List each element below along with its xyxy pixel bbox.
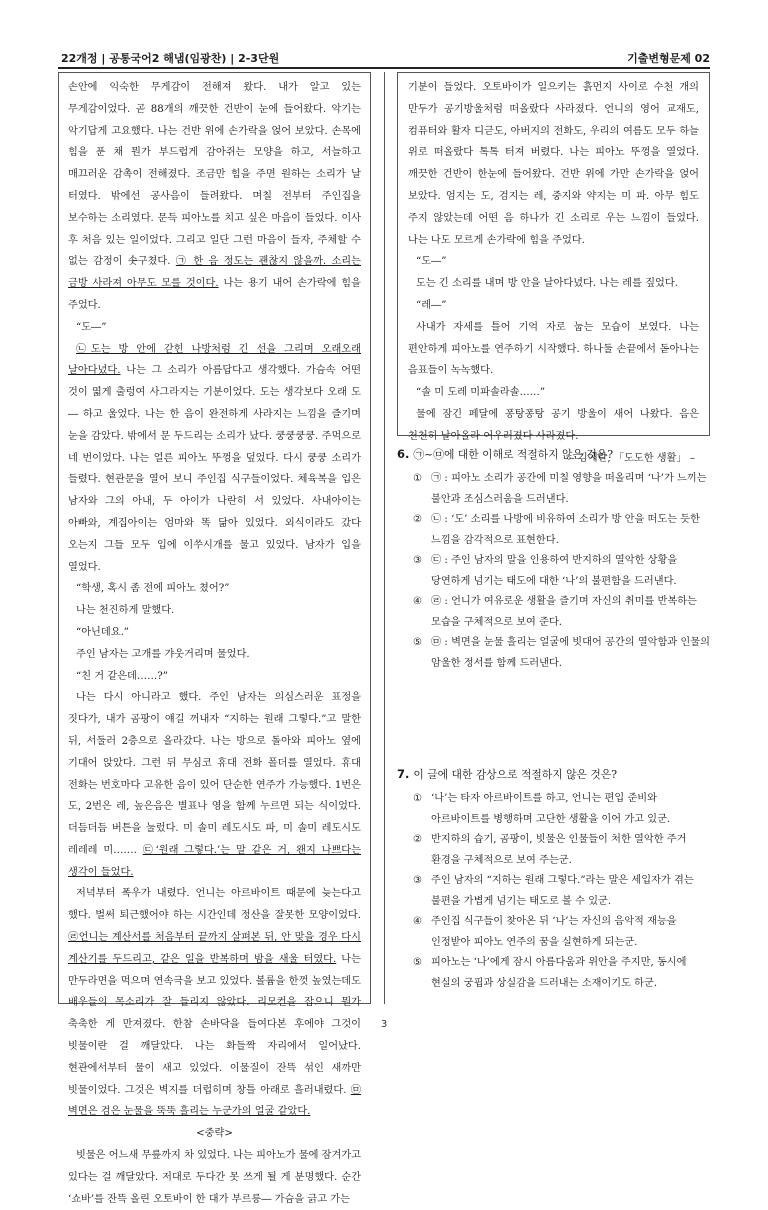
passage-paragraph: 물에 잠긴 페달에 퐁탕퐁탕 공기 방울이 새어 나왔다. 음은 천천히 날아올라 어우러졌다 사라졌다. bbox=[408, 408, 699, 442]
passage-paragraph: 손안에 익숙한 무게감이 전해져 왔다. 내가 알고 있는 무게감이었다. 곧 88개의 깨끗한 건반이 눈에 들어왔다. 악기는 악기답게 고요했다. 나는 건반 위에 손가락을 얹어 보았다. 손목에 힘을 푼 채 뭔가 부드럽게 감아쥐는 모양을 하고, 서늘하고 매끄러운 감촉이 전해졌다. 조금만 힘을 주면 원하는 소리가 날 터였다. 밖에선 공사음이 들려왔다. 며칠 전부터 주인집을 보수하는 소리였다. 문득 피아노를 치고 싶은 마음이 들었다. 이사 후 처음 있는 일이었다. 그리고 일단 그런 마음이 들자, 주체할 수 없는 감정이 솟구쳤다. ㉠ 한 음 정도는 괜찮지 않을까. 소리는 금방 사라져 아무도 모를 것이다. 나는 용기 내어 손가락에 힘을 주었다. bbox=[68, 82, 361, 311]
question-6 bbox=[397, 444, 710, 674]
omission-marker: <중략> bbox=[196, 1128, 233, 1140]
page-number: 3 bbox=[380, 1019, 388, 1030]
question-7 bbox=[397, 764, 710, 994]
underlined-phrase-a: ㉠ 한 음 정도는 괜찮지 않을까. 소리는 금방 사라져 아무도 모를 것이다. bbox=[68, 256, 361, 290]
answer-choice[interactable]: ③ 주인 남자의 “지하는 원래 그렇다.”라는 말은 세입자가 겪는 불편을 가볍게 넘기는 태도로 볼 수 있군. bbox=[413, 875, 694, 907]
question-stem: 7. 이 글에 대한 감상으로 적절하지 않은 것은? bbox=[397, 767, 618, 781]
underlined-phrase-e: ㉤벽면은 검은 눈물을 뚝뚝 흘리는 누군가의 얼굴 같았다. bbox=[68, 1084, 361, 1118]
dialogue-line: “친 거 같은데……?” bbox=[76, 670, 168, 682]
dialogue-line: “도―” bbox=[76, 321, 107, 333]
header-exam-title: 기출변형문제 02 bbox=[627, 52, 710, 65]
passage-paragraph: 사내가 자세를 틀어 기억 자로 눕는 모습이 보였다. 나는 편안하게 피아노를 연주하기 시작했다. 하나둘 손끝에서 돋아나는 음표들이 녹녹했다. bbox=[408, 321, 699, 377]
passage-paragraph: 저녁부터 폭우가 내렸다. 언니는 아르바이트 때문에 늦는다고 했다. 벌써 퇴근했어야 하는 시간인데 정산을 잘못한 모양이었다. ㉣언니는 계산서를 처음부터 끝까지 살펴본 뒤, 안 맞을 경우 다시 계산기를 두드리고, 같은 일을 반복하며 밤을 새울 터였다. 나는 만두라면을 먹으며 연속극을 보고 있었다. 볼륨을 한껏 높였는데도 배우들의 목소리가 잘 들리지 않았다. 리모컨을 잡으니 뭔가 축축한 게 만져졌다. 한참 손바닥을 들여다본 후에야 그것이 빗물이란 걸 깨달았다. 나는 화들짝 자리에서 일어났다. 현관에서부터 물이 새고 있었다. 이물질이 잔뜩 섞인 새까만 빗물이었다. 그것은 벽지를 더럽히며 창틀 아래로 흘러내렸다. ㉤벽면은 검은 눈물을 뚝뚝 흘리는 누군가의 얼굴 같았다. bbox=[68, 888, 361, 1118]
dialogue-line: “학생, 혹시 좀 전에 피아노 쳤어?” bbox=[76, 583, 230, 595]
answer-choice[interactable]: ② 반지하의 습기, 곰팡이, 빗물은 인물들이 처한 열악한 주거 환경을 구체적으로 보여 주는군. bbox=[413, 834, 687, 866]
answer-choice[interactable]: ⑤ 피아노는 ‘나’에게 잠시 아름다움과 위안을 주지만, 동시에 현실의 궁핍과 상실감을 드러내는 소재이기도 하군. bbox=[413, 957, 687, 989]
passage-box-left bbox=[58, 72, 371, 1205]
underlined-phrase-d: ㉣언니는 계산서를 처음부터 끝까지 살펴본 뒤, 안 맞을 경우 다시 계산기를 두드리고, 같은 일을 반복하며 밤을 새울 터였다. bbox=[68, 932, 361, 965]
dialogue-line: 나는 천진하게 말했다. bbox=[76, 605, 175, 617]
dialogue-line: “솔 미 도레 미파솔라솔……” bbox=[416, 387, 546, 399]
source-citation: – 김애란, 「도도한 생활」 – bbox=[569, 452, 695, 464]
answer-choice[interactable]: ③ ㉢ : 주인 남자의 말을 인용하여 반지하의 열악한 상황을 당연하게 넘기는 태도에 대한 ‘나’의 불편함을 드러낸다. bbox=[413, 555, 678, 587]
passage-paragraph: 빗물은 어느새 무릎까지 차 있었다. 나는 피아노가 물에 잠겨가고 있다는 걸 깨달았다. 저대로 두다간 못 쓰게 될 게 분명했다. 순간 ‘쇼바’를 잔뜩 올린 오토바이 한 대가 부르릉― 가슴을 긁고 가는 bbox=[68, 1150, 362, 1205]
passage-paragraph: ㉡도는 방 안에 갇힌 나방처럼 긴 선을 그리며 오래오래 날아다녔다. 나는 그 소리가 아름답다고 생각했다. 가슴속 어떤 것이 엷게 출렁여 사그라지는 기분이었다. 도는 생각보다 오래 도― 하고 울었다. 나는 한 음이 완전하게 사라지는 느낌을 즐기며 눈을 감았다. 밖에서 문 두드리는 소리가 났다. 쿵쿵쿵쿵. 주먹으로 네 번이었다. 나는 얼른 피아노 뚜껑을 덮었다. 다시 쿵쿵 소리가 들렸다. 현관문을 열어 보니 주인집 식구들이었다. 체육복을 입은 남자와 그의 아내, 두 아이가 나란히 서 있었다. 사내아이는 아빠와, 계집아이는 엄마와 똑 닮아 있었다. 외식이라도 갔다 오는지 그들 모두 입에 이쑤시개를 물고 있었다. 남자가 입을 열었다. bbox=[68, 343, 361, 573]
answer-choice[interactable]: ④ ㉣ : 언니가 여유로운 생활을 즐기며 자신의 취미를 반복하는 모습을 구체적으로 보여 준다. bbox=[413, 596, 697, 628]
passage-paragraph: 도는 긴 소리를 내며 방 안을 날아다녔다. 나는 레를 짚었다. bbox=[416, 278, 678, 290]
answer-choice[interactable]: ② ㉡ : ‘도’ 소리를 나방에 비유하여 소리가 방 안을 떠도는 듯한 느낌을 감각적으로 표현한다. bbox=[413, 514, 700, 546]
answer-choice[interactable]: ① ㉠ : 피아노 소리가 공간에 미칠 영향을 떠올리며 ‘나’가 느끼는 불안과 조심스러움을 드러낸다. bbox=[413, 473, 707, 505]
passage-paragraph: 나는 다시 아니라고 했다. 주인 남자는 의심스러운 표정을 짓다가, 내가 곰팡이 얘길 꺼내자 “지하는 원래 그렇다.”고 말한 뒤, 서둘러 2층으로 올라갔다. 나는 방으로 돌아와 피아노 옆에 기대어 앉았다. 그런 뒤 무심코 휴대 전화 폴더를 열었다. 휴대 전화는 번호마다 고유한 음이 있어 단순한 연주가 가능했다. 1번은 도, 2번은 레, 높은음은 별표나 영을 함께 누르면 되는 식이었다. 더듬더듬 버튼을 눌렀다. 미 솔미 레도시도 파, 미 솔미 레도시도 레레레 미……. ㉢‘원래 그렇다.’는 말 같은 거, 왠지 나쁘다는 생각이 들었다. bbox=[68, 692, 361, 878]
answer-choice[interactable]: ④ 주인집 식구들이 찾아온 뒤 ‘나’는 자신의 음악적 재능을 인정받아 피아노 연주의 꿈을 실현하게 되는군. bbox=[413, 916, 677, 948]
header-rule bbox=[58, 67, 710, 69]
header-course-info: 22개정 | 공통국어2 해냄(임광찬) | 2-3단원 bbox=[61, 52, 280, 65]
column-divider bbox=[384, 72, 385, 1004]
dialogue-line: “도―” bbox=[416, 256, 447, 268]
passage-paragraph: 기분이 들었다. 오토바이가 일으키는 흙먼지 사이로 수천 개의 만두가 공기방울처럼 떠올랐다 사라졌다. 언니의 영어 교재도, 컴퓨터와 활자 디귿도, 아버지의 전화도, 우리의 여름도 모두 하늘 위로 떠올랐다 톡톡 터져 버렸다. 나는 피아노 뚜껑을 열었다. 깨끗한 건반이 한눈에 들어왔다. 건반 위에 가만 손가락을 얹어 보았다. 엄지는 도, 검지는 레, 중지와 약지는 미 파. 아무 힘도 주지 않았는데 어떤 음 하나가 긴 소리로 우는 느낌이 들었다. 나는 나도 모르게 손가락에 힘을 주었다. bbox=[408, 82, 699, 246]
dialogue-line: 주인 남자는 고개를 갸웃거리며 물었다. bbox=[76, 648, 250, 660]
answer-choice[interactable]: ⑤ ㉤ : 벽면을 눈물 흘리는 얼굴에 빗대어 공간의 열악함과 인물의 암울한 정서를 함께 드러낸다. bbox=[413, 637, 710, 669]
dialogue-line: “레―” bbox=[416, 299, 447, 311]
underlined-phrase-b: ㉡도는 방 안에 갇힌 나방처럼 긴 선을 그리며 오래오래 날아다녔다. bbox=[68, 343, 361, 377]
underlined-phrase-c: ㉢‘원래 그렇다.’는 말 같은 거, 왠지 나쁘다는 생각이 들었다. bbox=[68, 844, 361, 878]
dialogue-line: “아닌데요.” bbox=[76, 626, 130, 638]
question-stem: 6. ㉠~㉤에 대한 이해로 적절하지 않은 것은? bbox=[397, 447, 613, 461]
answer-choice[interactable]: ① ‘나’는 타자 아르바이트를 하고, 언니는 편입 준비와 아르바이트를 병행하며 고단한 생활을 이어 가고 있군. bbox=[413, 793, 671, 825]
